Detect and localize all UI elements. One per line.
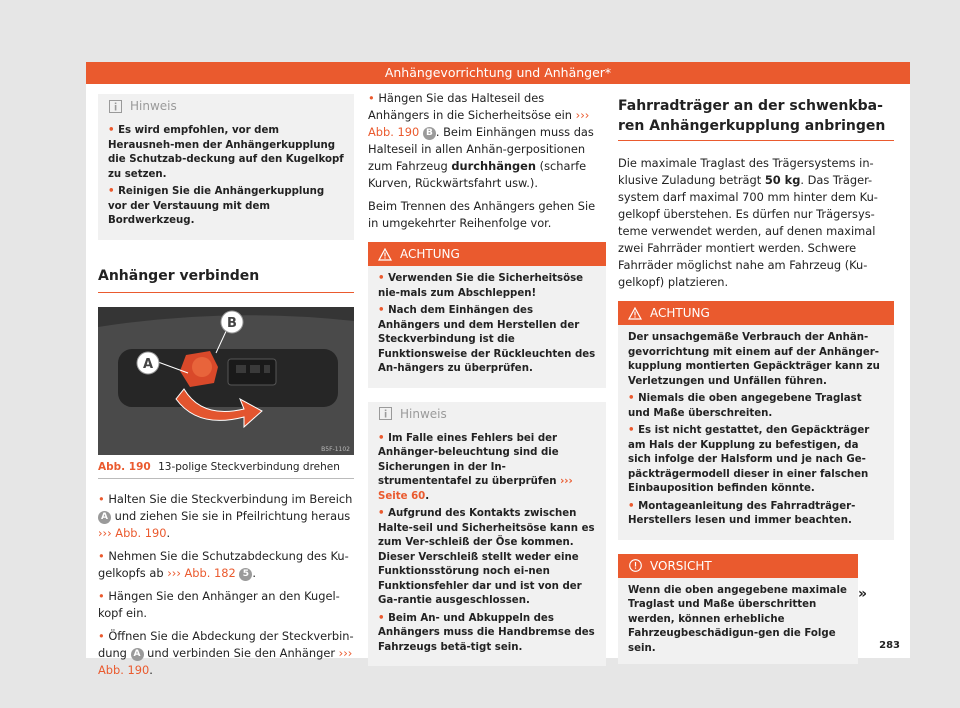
- ref-link[interactable]: ››› Abb. 190: [98, 525, 167, 540]
- column-right-text: [618, 155, 894, 291]
- hint-box-body: [368, 426, 606, 667]
- section-title-fahrradtraeger: Fahrradträger an der schwenkba- ren Anhängerkupplung anbringen: [618, 96, 894, 141]
- warning-item: • Verwenden Sie die Sicherheitsöse nie-mals zum Abschleppen!: [378, 273, 584, 299]
- caution-box-title: VORSICHT: [650, 558, 712, 573]
- hint-box-header: [368, 402, 606, 426]
- hint-item: • Reinigen Sie die Anhängerkupplung vor der Verstauung mit dem Bordwerkzeug.: [108, 186, 325, 226]
- warning-box: [618, 301, 894, 540]
- hint-box-title: Hinweis: [400, 406, 447, 421]
- hint-box: [368, 402, 606, 667]
- figure-label-b: B: [227, 315, 237, 331]
- info-icon: [378, 407, 392, 421]
- caution-box: [618, 554, 858, 665]
- hint-item: • Im Falle eines Fehlers bei der Anhänger-beleuchtung sind die Sicherungen in der In-strumententafel zu überprüfen ››› Seite 60.: [378, 432, 573, 502]
- paragraph: Beim Trennen des Anhängers gehen Sie in umgekehrter Reihenfolge vor.: [368, 199, 596, 230]
- step-item: • Hängen Sie den Anhänger an den Kugel-kopf ein.: [98, 588, 340, 620]
- warning-box-title: ACHTUNG: [400, 247, 460, 261]
- warning-box-title: ACHTUNG: [650, 306, 710, 320]
- hint-box: [98, 94, 354, 240]
- info-icon: [108, 99, 122, 113]
- page-number: 283: [879, 640, 900, 651]
- ref-link[interactable]: ››› Abb. 190: [98, 645, 353, 677]
- figure-code: B5F-1102: [321, 445, 350, 453]
- warning-box: [368, 242, 606, 388]
- figure-caption-text: 13-polige Steckverbindung drehen: [158, 460, 340, 473]
- page-header: Anhängevorrichtung und Anhänger*: [86, 62, 910, 84]
- warning-item: • Nach dem Einhängen des Anhängers und dem Herstellen der Steckverbindung ist die Funktionsweise der Rückleuchten des An-hängers zu überprüfen.: [378, 305, 596, 374]
- figure-number: Abb. 190: [98, 460, 151, 473]
- ref-link[interactable]: ››› Abb. 182: [167, 565, 236, 580]
- warning-intro: Der unsachgemäße Verbrauch der Anhän-gevorrichtung mit einem auf der Anhänger-kupplung montierten Gepäckträger kann zu Verletzungen und Unfällen führen.: [628, 332, 880, 387]
- steps-list: [98, 491, 354, 679]
- manual-page: [86, 62, 910, 677]
- column-middle-text: [368, 90, 606, 232]
- paragraph: Die maximale Traglast des Trägersystems in-klusive Zuladung beträgt 50 kg. Das Träger-system darf maximal 700 mm hinter dem Ku-gelkopf überstehen. Es dürfen nur Trägersys-teme verwendet werden, auf denen maximal zwei Fahrräder montiert werden. Schwere Fahrräder möglichst nahe am Fahrzeug (Ku-gelkopf) platzieren.: [618, 156, 878, 289]
- paragraph: • Hängen Sie das Halteseil des Anhängers in die Sicherheitsöse ein ››› Abb. 190 B . Beim Einhängen muss das Halteseil in allen Anhän-gerpositionen zum Fahrzeug durchhängen (scharfe Kurven, Rückwärtsfahrt usw.).: [368, 91, 594, 190]
- section-title-anhaenger-verbinden: Anhänger verbinden: [98, 266, 354, 293]
- continue-mark: »: [858, 586, 868, 602]
- hint-item: • Aufgrund des Kontakts zwischen Halte-seil und Sicherheitsöse kann es zum Ver-schleiß der Öse kommen. Dieser Verschleiß stellt weder eine Funktionsstörung noch ei-nen Funktionsfehler dar und ist von der Ga-rantie ausgeschlossen.: [378, 508, 595, 606]
- exclamation-circle-icon: [628, 559, 642, 573]
- step-item: • Öffnen Sie die Abdeckung der Steckverbin-dung A und verbinden Sie den Anhänger ››› Abb. 190.: [98, 628, 354, 677]
- figure-190: [98, 307, 354, 479]
- warning-item: • Es ist nicht gestattet, den Gepäckträger am Hals der Kupplung zu befestigen, da sich infolge der Halsform und je nach Ge-päckträgermodell dieser in einer falschen Einbauposition befinden könnte.: [628, 425, 870, 494]
- warning-item: • Montageanleitung des Fahrradträger-Herstellers lesen und immer beachten.: [628, 500, 856, 526]
- hint-item: • Es wird empfohlen, vor dem Herausneh-men der Anhängerkupplung die Schutzab-deckung auf den Kugelkopf zu setzen.: [108, 125, 344, 180]
- caution-box-header: [618, 554, 858, 578]
- ref-link[interactable]: ››› Abb. 190: [368, 108, 590, 139]
- caution-box-body: Wenn die oben angegebene maximale Traglast und Maße überschritten werden, können erhebliche Fahrzeugbeschädigun-gen die Folge sein.: [628, 584, 847, 654]
- step-item: • Halten Sie die Steckverbindung im Bereich A und ziehen Sie sie in Pfeilrichtung heraus ››› Abb. 190.: [98, 491, 353, 540]
- hint-box-header: [98, 94, 354, 118]
- ref-link[interactable]: ››› Seite 60: [378, 476, 573, 502]
- warning-triangle-icon: [628, 306, 642, 320]
- warning-triangle-icon: [378, 247, 392, 261]
- column-right: [618, 84, 894, 664]
- hint-box-title: Hinweis: [130, 99, 177, 113]
- warning-item: • Niemals die oben angegebene Traglast und Maße überschreiten.: [628, 393, 862, 419]
- warning-box-header: [368, 242, 606, 266]
- column-middle: [368, 84, 606, 666]
- figure-caption: [98, 461, 354, 479]
- step-item: • Nehmen Sie die Schutzabdeckung des Ku-gelkopfs ab ››› Abb. 182 5 .: [98, 548, 349, 580]
- figure-label-a: A: [142, 356, 154, 372]
- warning-box-header: [618, 301, 894, 325]
- hint-item: • Beim An- und Abkuppeln des Anhängers muss die Handbremse des Fahrzeugs betä-tigt sein.: [378, 612, 595, 653]
- hint-box-body: [98, 118, 354, 240]
- warning-box-body: [618, 325, 894, 540]
- figure-image: [98, 307, 354, 455]
- warning-box-body: [368, 266, 606, 388]
- column-left: [98, 84, 354, 685]
